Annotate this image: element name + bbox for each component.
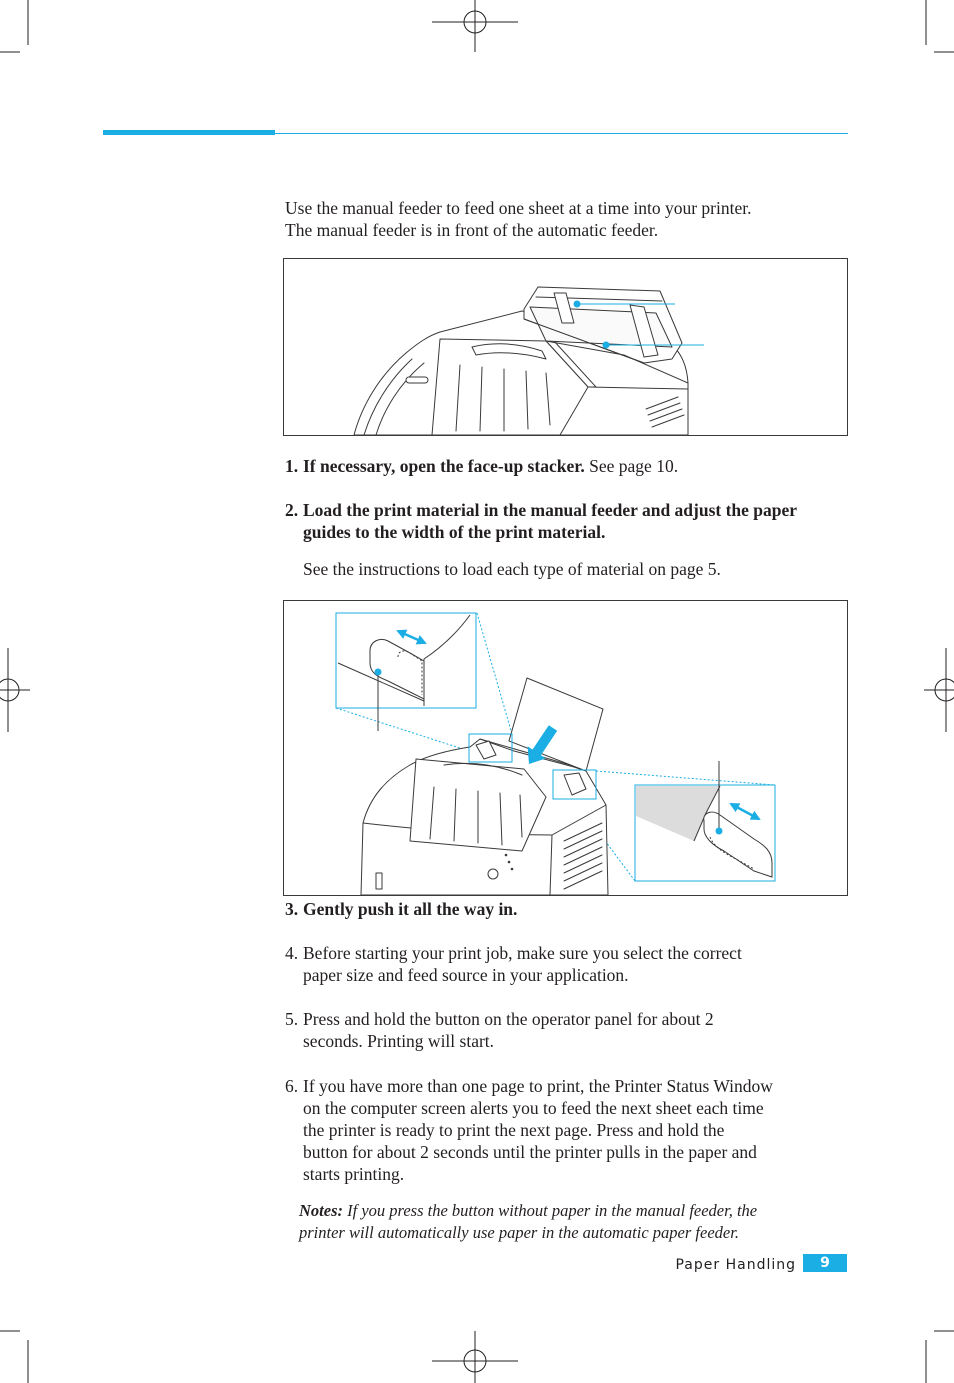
right-guide-inset	[635, 761, 775, 881]
step-instruction: If you have more than one page to print, the Printer Status Window	[303, 1076, 773, 1096]
step-number: 3.	[285, 899, 299, 919]
notes-continued: printer will automatically use paper in the automatic paper feeder.	[299, 1223, 739, 1242]
registration-mark-top	[432, 0, 518, 52]
crop-mark-top-right	[926, 0, 954, 52]
step-6-continued: button for about 2 seconds until the printer pulls in the paper and	[303, 1142, 757, 1162]
crop-mark-bottom-right	[926, 1331, 954, 1383]
intro-line: Use the manual feeder to feed one sheet at a time into your printer.	[285, 198, 752, 218]
step-instruction: Load the print material in the manual feeder and adjust the paper	[303, 500, 798, 520]
step-reference: See page 10.	[589, 456, 679, 476]
registration-mark-right	[924, 648, 954, 732]
step-4-continued: paper size and feed source in your application.	[303, 965, 629, 985]
step-2-detail: See the instructions to load each type of material on page 5.	[303, 559, 721, 579]
step-4	[285, 942, 742, 964]
step-6-continued: starts printing.	[303, 1164, 405, 1184]
crop-mark-top-left	[0, 0, 28, 52]
page-number: 9	[803, 1254, 847, 1272]
notes-text: If you press the button without paper in the manual feeder, the	[347, 1201, 758, 1220]
left-guide-inset	[336, 613, 476, 731]
figure-manual-feeder	[283, 258, 848, 436]
step-6-continued: the printer is ready to print the next page. Press and hold the	[303, 1120, 725, 1140]
notes-label: Notes:	[299, 1201, 343, 1220]
step-number: 5.	[285, 1009, 299, 1029]
header-rule-thick	[103, 130, 275, 135]
crop-mark-bottom-left	[0, 1331, 28, 1383]
intro-line: The manual feeder is in front of the automatic feeder.	[285, 220, 659, 240]
figure-loading-paper	[283, 600, 848, 896]
step-6-continued: on the computer screen alerts you to feed the next sheet each time	[303, 1098, 764, 1118]
printer-loading-illustration	[284, 601, 847, 895]
step-instruction: Gently push it all the way in.	[303, 899, 518, 919]
step-1	[285, 455, 678, 477]
printer-top-illustration	[284, 259, 847, 435]
step-6	[285, 1075, 773, 1097]
step-5	[285, 1008, 714, 1030]
step-number: 6.	[285, 1076, 299, 1096]
step-3	[285, 898, 517, 920]
footer-section-title: Paper Handling	[675, 1257, 796, 1273]
step-instruction: Press and hold the button on the operator panel for about 2	[303, 1009, 714, 1029]
step-instruction: If necessary, open the face-up stacker.	[303, 456, 585, 476]
registration-mark-bottom	[432, 1331, 518, 1383]
header-rule-thin	[275, 133, 848, 134]
registration-mark-left	[0, 648, 30, 732]
step-2	[285, 499, 797, 521]
notes	[299, 1200, 757, 1222]
step-2-continued: guides to the width of the print material.	[303, 522, 606, 542]
step-number: 4.	[285, 943, 299, 963]
step-instruction: Before starting your print job, make sure you select the correct	[303, 943, 742, 963]
step-number: 2.	[285, 500, 299, 520]
step-5-continued: seconds. Printing will start.	[303, 1031, 495, 1051]
step-number: 1.	[285, 456, 299, 476]
